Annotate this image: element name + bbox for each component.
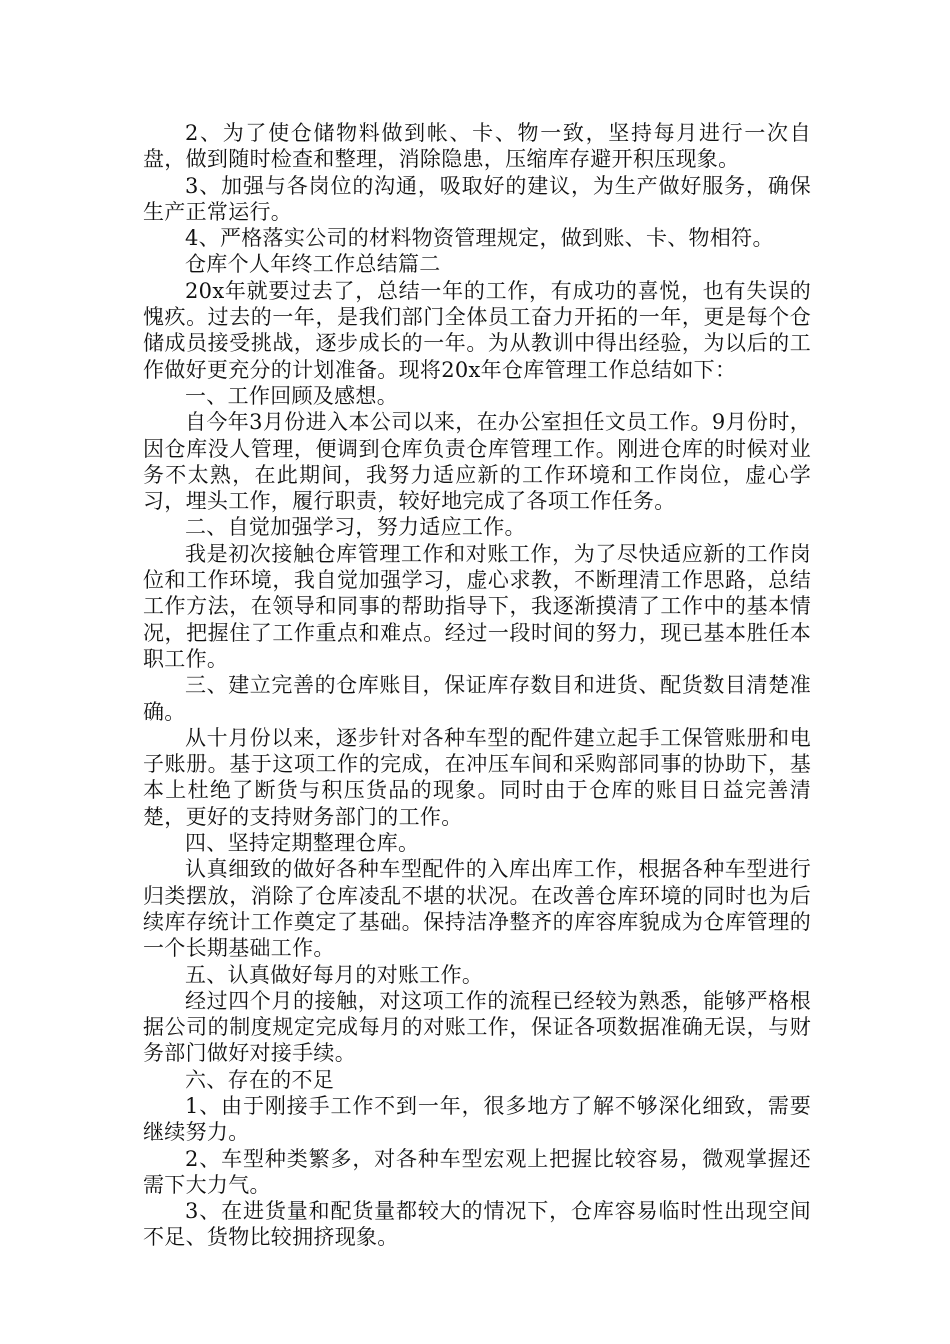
paragraph: 20x年就要过去了，总结一年的工作，有成功的喜悦，也有失误的愧疚。过去的一年，是我们部门全体员工奋力开拓的一年，更是每个仓储成员接受挑战，逐步成长的一年。为从教训中得出经验，为以后的工作做好更充分的计划准备。现将20x年仓库管理工作总结如下： bbox=[143, 278, 811, 382]
section-heading: 四、坚持定期整理仓库。 bbox=[185, 831, 420, 856]
paragraph: 4、严格落实公司的材料物资管理规定，做到账、卡、物相符。 bbox=[185, 226, 774, 251]
section-heading: 二、自觉加强学习，努力适应工作。 bbox=[185, 515, 526, 540]
document-body bbox=[143, 120, 811, 1251]
paragraph: 经过四个月的接触，对这项工作的流程已经较为熟悉，能够严格根据公司的制度规定完成每月的对账工作，保证各项数据准确无误，与财务部门做好对接手续。 bbox=[143, 988, 811, 1066]
paragraph: 我是初次接触仓库管理工作和对账工作，为了尽快适应新的工作岗位和工作环境，我自觉加强学习，虚心求教，不断理清工作思路，总结工作方法，在领导和同事的帮助指导下，我逐渐摸清了工作中的基本情况，把握住了工作重点和难点。经过一段时间的努力，现已基本胜任本职工作。 bbox=[143, 541, 811, 671]
section-heading: 三、建立完善的仓库账目，保证库存数目和进货、配货数目清楚准确。 bbox=[143, 673, 811, 724]
paragraph: 认真细致的做好各种车型配件的入库出库工作，根据各种车型进行归类摆放，消除了仓库凌乱不堪的状况。在改善仓库环境的同时也为后续库存统计工作奠定了基础。保持洁净整齐的库容库貌成为仓库管理的一个长期基础工作。 bbox=[143, 857, 811, 961]
paragraph: 1、由于刚接手工作不到一年，很多地方了解不够深化细致，需要继续努力。 bbox=[143, 1093, 811, 1145]
paragraph: 2、为了使仓储物料做到帐、卡、物一致，坚持每月进行一次自盘，做到随时检查和整理，消除隐患，压缩库存避开积压现象。 bbox=[143, 121, 811, 172]
paragraph: 自今年3月份进入本公司以来，在办公室担任文员工作。9月份时，因仓库没人管理，便调到仓库负责仓库管理工作。刚进仓库的时候对业务不太熟，在此期间，我努力适应新的工作环境和工作岗位，虚心学习，埋头工作，履行职责，较好地完成了各项工作任务。 bbox=[143, 410, 811, 514]
section-heading: 五、认真做好每月的对账工作。 bbox=[185, 962, 484, 987]
paragraph: 2、车型种类繁多，对各种车型宏观上把握比较容易，微观掌握还需下大力气。 bbox=[143, 1146, 811, 1197]
paragraph: 3、加强与各岗位的沟通，吸取好的建议，为生产做好服务，确保生产正常运行。 bbox=[143, 173, 811, 224]
section-title: 仓库个人年终工作总结篇二 bbox=[185, 252, 441, 277]
paragraph: 3、在进货量和配货量都较大的情况下，仓库容易临时性出现空间不足、货物比较拥挤现象。 bbox=[143, 1199, 811, 1250]
section-heading: 六、存在的不足 bbox=[185, 1067, 335, 1092]
paragraph: 从十月份以来，逐步针对各种车型的配件建立起手工保管账册和电子账册。基于这项工作的完成，在冲压车间和采购部同事的协助下，基本上杜绝了断货与积压货品的现象。同时由于仓库的账目日益完善清楚，更好的支持财务部门的工作。 bbox=[143, 725, 811, 829]
section-heading: 一、工作回顾及感想。 bbox=[185, 383, 398, 408]
